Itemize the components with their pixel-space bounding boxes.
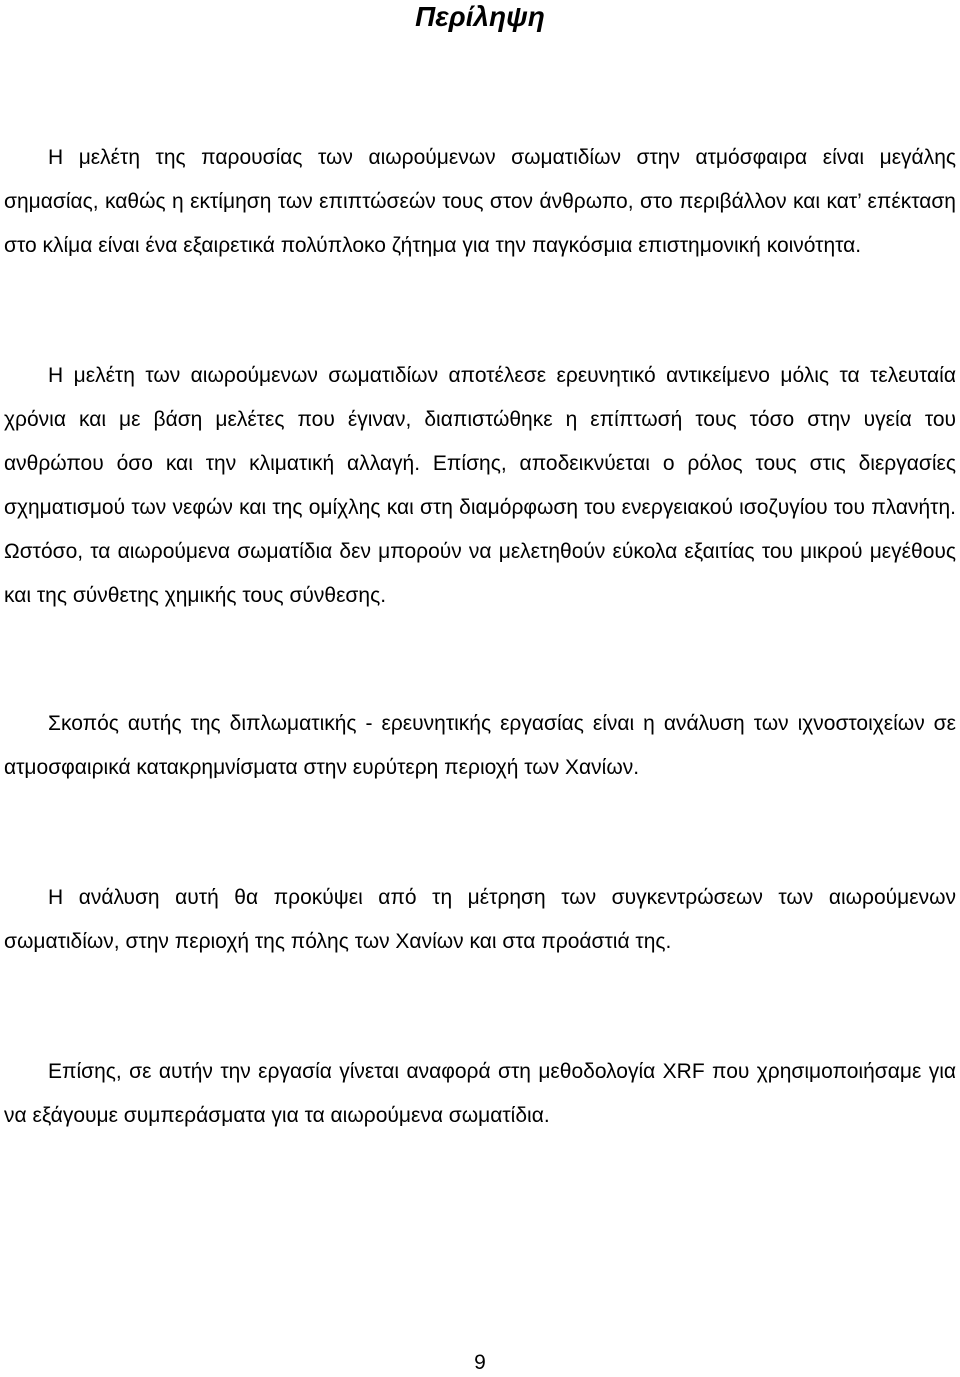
page-title: Περίληψη: [415, 1, 545, 32]
abstract-paragraph-2: Η μελέτη των αιωρούμενων σωματιδίων αποτέλεσε ερευνητικό αντικείμενο μόλις τα τελευταία χρόνια και με βάση μελέτες που έγιναν, διαπιστώθηκε η επίπτωσή τους τόσο στην υγεία του ανθρώπου όσο και την κλιματική αλλαγή. Επίσης, αποδεικνύεται ο ρόλος τους στις διεργασίες σχηματισμού των νεφών και της ομίχλης και στη διαμόρφωση του ενεργειακού ισοζυγίου του πλανήτη. Ωστόσο, τα αιωρούμενα σωματίδια δεν μπορούν να μελετηθούν εύκολα εξαιτίας του μικρού μεγέθους και της σύνθετης χημικής τους σύνθεσης.: [4, 364, 956, 607]
abstract-paragraph-5: Επίσης, σε αυτήν την εργασία γίνεται αναφορά στη μεθοδολογία XRF που χρησιμοποιήσαμε για να εξάγουμε συμπεράσματα για τα αιωρούμενα σωματίδια.: [4, 1060, 956, 1127]
abstract-paragraph-4: Η ανάλυση αυτή θα προκύψει από τη μέτρηση των συγκεντρώσεων των αιωρούμενων σωματιδίων, στην περιοχή της πόλης των Χανίων και στα προάστιά της.: [4, 886, 956, 953]
abstract-paragraph-3: Σκοπός αυτής της διπλωματικής - ερευνητικής εργασίας είναι η ανάλυση των ιχνοστοιχείων σε ατμοσφαιρικά κατακρημνίσματα στην ευρύτερη περιοχή των Χανίων.: [4, 712, 956, 779]
abstract-paragraph-1: Η μελέτη της παρουσίας των αιωρούμενων σωματιδίων στην ατμόσφαιρα είναι μεγάλης σημασίας, καθώς η εκτίμηση των επιπτώσεών τους στον άνθρωπο, στο περιβάλλον και κατ’ επέκταση στο κλίμα είναι ένα εξαιρετικά πολύπλοκο ζήτημα για την παγκόσμια επιστημονική κοινότητα.: [4, 146, 956, 257]
page-number: 9: [474, 1351, 486, 1374]
